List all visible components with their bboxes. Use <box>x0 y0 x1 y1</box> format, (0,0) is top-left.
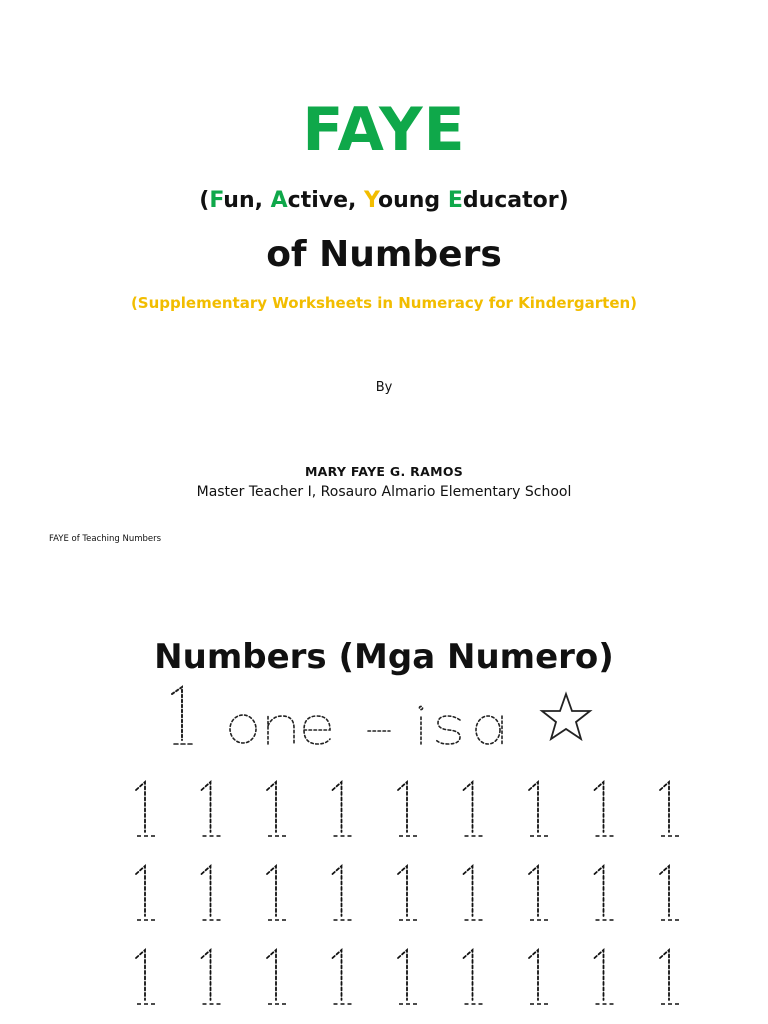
trace-digit-one <box>398 950 419 1004</box>
supplement-line: (Supplementary Worksheets in Numeracy for Kindergarten) <box>130 294 638 312</box>
trace-word-one <box>230 715 330 744</box>
trace-digit-one <box>464 782 485 836</box>
star-outline-icon <box>542 694 590 739</box>
acronym-rest-y: oung <box>377 188 448 213</box>
worksheet-heading: Numbers (Mga Numero) <box>154 637 614 677</box>
trace-digit-one <box>660 866 681 920</box>
trace-grid-svg <box>122 772 712 1018</box>
acronym-rest-e: ducator <box>462 188 559 213</box>
trace-digit-one <box>660 782 681 836</box>
trace-word-svg <box>168 684 608 750</box>
acronym-open: ( <box>199 188 210 213</box>
trace-digit-one <box>398 782 419 836</box>
trace-digit-one <box>202 866 223 920</box>
trace-digit-one <box>136 782 157 836</box>
trace-digit-one <box>529 782 550 836</box>
trace-digit-one <box>595 866 616 920</box>
by-label: By <box>375 380 393 395</box>
trace-digit-one <box>660 950 681 1004</box>
trace-digit-one <box>267 866 288 920</box>
acronym-close: ) <box>558 188 569 213</box>
trace-word-isa <box>419 706 502 744</box>
trace-digit-one <box>595 950 616 1004</box>
trace-digit-one <box>333 782 354 836</box>
trace-word-row <box>168 684 608 750</box>
acronym-rest-f: un, <box>223 188 271 213</box>
cover-title: FAYE <box>302 95 466 165</box>
trace-digit-one <box>202 950 223 1004</box>
trace-digit-one <box>398 866 419 920</box>
acronym-initial-y: Y <box>364 188 378 213</box>
acronym-line <box>0 186 768 216</box>
trace-digit-one <box>333 950 354 1004</box>
acronym-initial-f: F <box>209 188 224 213</box>
acronym-initial-a: A <box>270 188 288 213</box>
acronym-initial-e: E <box>447 188 463 213</box>
trace-digit-one <box>136 950 157 1004</box>
trace-digit-one <box>267 782 288 836</box>
trace-digit-one <box>529 950 550 1004</box>
trace-digit-grid <box>122 772 712 1018</box>
trace-digit-one <box>267 950 288 1004</box>
page-footer: FAYE of Teaching Numbers <box>49 534 162 544</box>
trace-digit-one <box>595 782 616 836</box>
acronym-rest-a: ctive, <box>287 188 365 213</box>
trace-digit-one <box>136 866 157 920</box>
trace-digit-one <box>202 782 223 836</box>
trace-digit-one <box>464 866 485 920</box>
trace-number-one <box>172 687 194 744</box>
trace-digit-one <box>333 866 354 920</box>
author-name: MARY FAYE G. RAMOS <box>304 464 464 479</box>
cover-subtitle: of Numbers <box>266 234 502 275</box>
author-affiliation: Master Teacher I, Rosauro Almario Elementary School <box>196 484 572 500</box>
trace-digit-one <box>464 950 485 1004</box>
trace-digit-one <box>529 866 550 920</box>
